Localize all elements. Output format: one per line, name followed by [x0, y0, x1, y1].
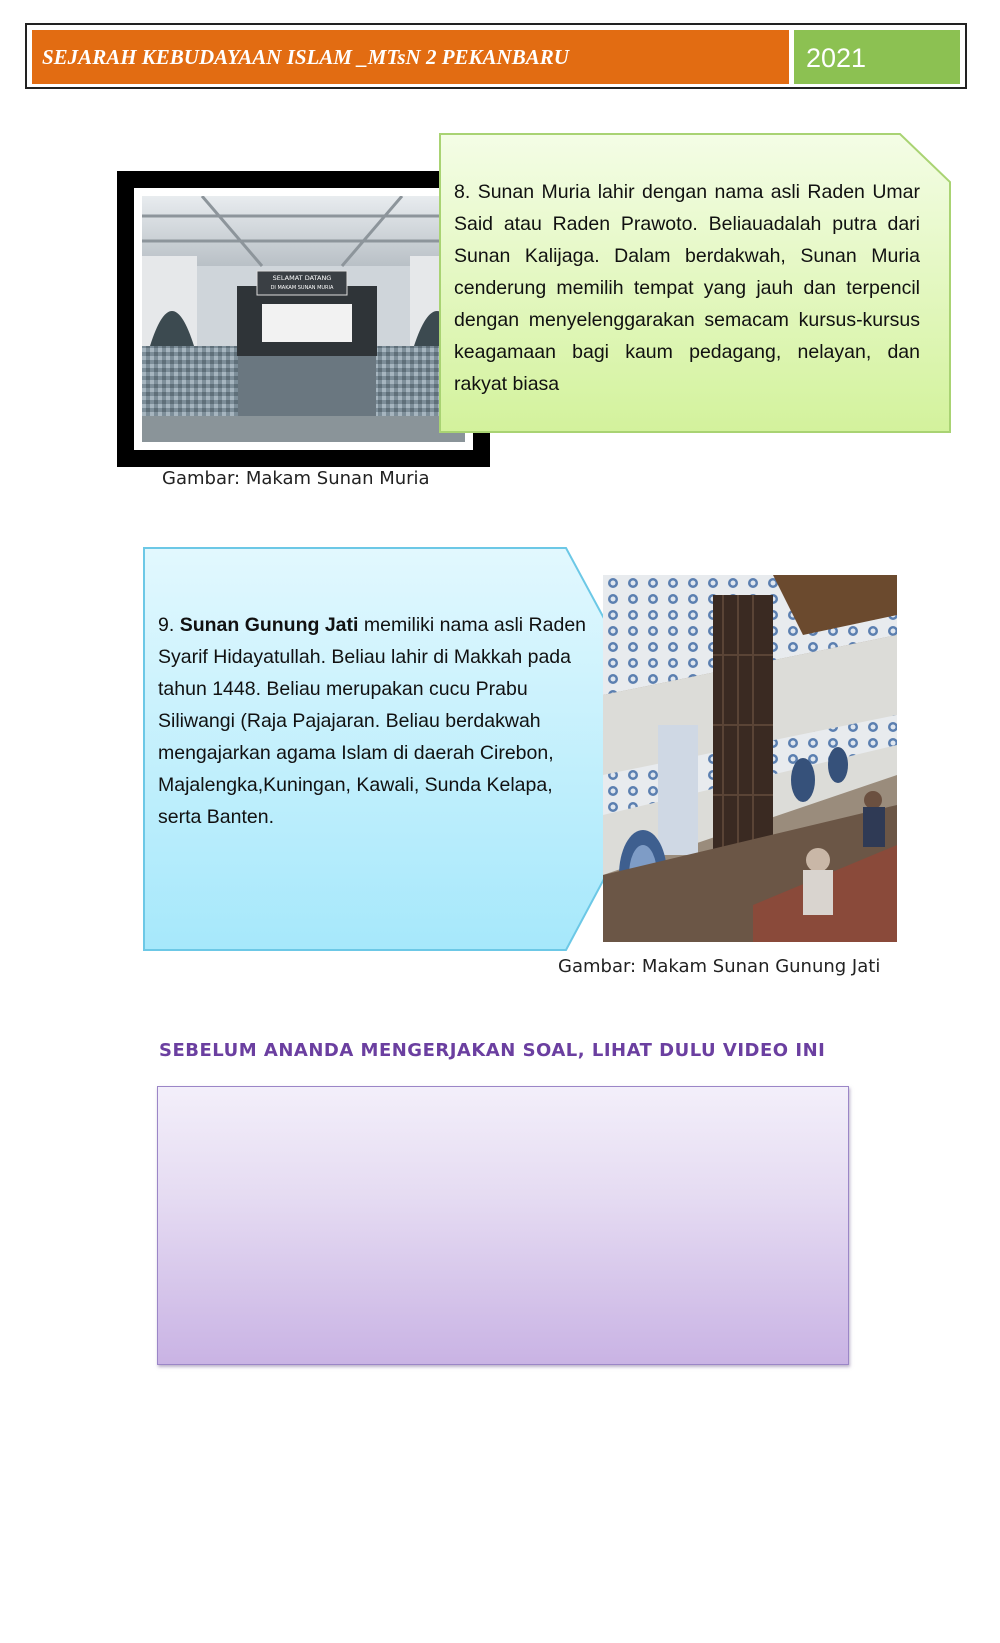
- video-embed[interactable]: [157, 1086, 849, 1365]
- name-sunan-gunung-jati: Sunan Gunung Jati: [179, 614, 359, 636]
- svg-text:DI MAKAM SUNAN MURIA: DI MAKAM SUNAN MURIA: [270, 285, 334, 291]
- photo-makam-sunan-muria: [142, 196, 465, 442]
- text-sunan-gunung-jati: 9. Sunan Gunung Jati memiliki nama asli Raden Syarif Hidayatullah. Beliau lahir di Makkah pada tahun 1448. Beliau merupakan cucu Prabu Siliwangi (Raja Pajajaran. Beliau berdakwah mengajarkan agama Islam di daerah Cirebon, Majalengka,Kuningan, Kawali, Sunda Kelapa, serta Banten.: [158, 614, 587, 828]
- caption-sunan-gunung-jati: Gambar: Makam Sunan Gunung Jati: [558, 956, 881, 977]
- header-year: 2021: [794, 30, 960, 84]
- video-instruction: SEBELUM ANANDA MENGERJAKAN SOAL, LIHAT DULU VIDEO INI: [159, 1040, 826, 1061]
- photo-frame-sunan-muria: [117, 171, 490, 467]
- header-title: SEJARAH KEBUDAYAAN ISLAM _MTsN 2 PEKANBARU: [32, 30, 789, 84]
- text-sunan-muria: 8. Sunan Muria lahir dengan nama asli Raden Umar Said atau Raden Prawoto. Beliauadalah putra dari Sunan Kalijaga. Dalam berdakwah, Sunan Muria cenderung memilih tempat yang jauh dan terpencil dengan menyelenggarakan semacam kursus-kursus keagamaan bagi kaum pedagang, nelayan, dan rakyat biasa: [454, 181, 920, 395]
- caption-sunan-muria: Gambar: Makam Sunan Muria: [162, 468, 430, 489]
- photo-makam-sunan-gunung-jati: [603, 575, 897, 942]
- page-header: [25, 23, 967, 89]
- svg-text:SELAMAT DATANG: SELAMAT DATANG: [272, 274, 332, 282]
